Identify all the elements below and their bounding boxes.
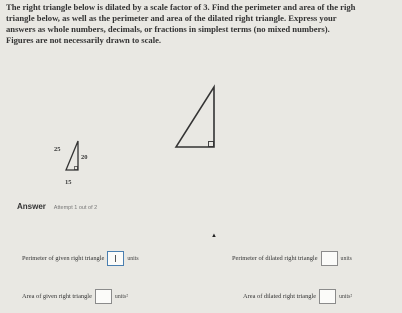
question-line: Figures are not necessarily drawn to scale. [6,35,162,45]
perimeter-dilated-input[interactable] [321,251,338,266]
area-given-input[interactable] [95,289,112,304]
perimeter-given-row [22,251,139,266]
mouse-cursor-icon: ▲ [211,233,217,239]
text-caret [115,255,116,262]
area-given-row [22,289,128,304]
perimeter-given-input[interactable] [107,251,124,266]
perimeter-dilated-label: Perimeter of dilated right triangle [232,255,318,262]
perimeter-dilated-unit: units [340,255,352,262]
area-given-unit: units² [114,293,128,300]
answer-header [17,202,97,211]
attempt-counter: Attempt 1 out of 2 [53,205,98,211]
question-line: triangle below, as well as the perimeter and area of the dilated right triangle. Express your [6,13,337,23]
perimeter-given-unit: units [127,255,139,262]
area-dilated-row [243,289,352,304]
area-given-label: Area of given right triangle [22,293,92,300]
answer-title: Answer [17,202,46,211]
small-hypotenuse-label: 25 [54,146,61,153]
small-base-label: 15 [65,179,72,186]
perimeter-dilated-row [232,251,352,266]
area-dilated-label: Area of dilated right triangle [243,293,317,300]
area-dilated-input[interactable] [319,289,336,304]
perimeter-given-label: Perimeter of given right triangle [22,255,105,262]
question-line: answers as whole numbers, decimals, or fractions in simplest terms (no mixed numbers). [6,24,330,34]
question-line: The right triangle below is dilated by a scale factor of 3. Find the perimeter and area of the righ [6,2,356,12]
small-vertical-label: 20 [81,154,88,161]
area-dilated-unit: units² [339,293,353,300]
large-triangle [176,87,214,147]
small-triangle [54,141,88,186]
